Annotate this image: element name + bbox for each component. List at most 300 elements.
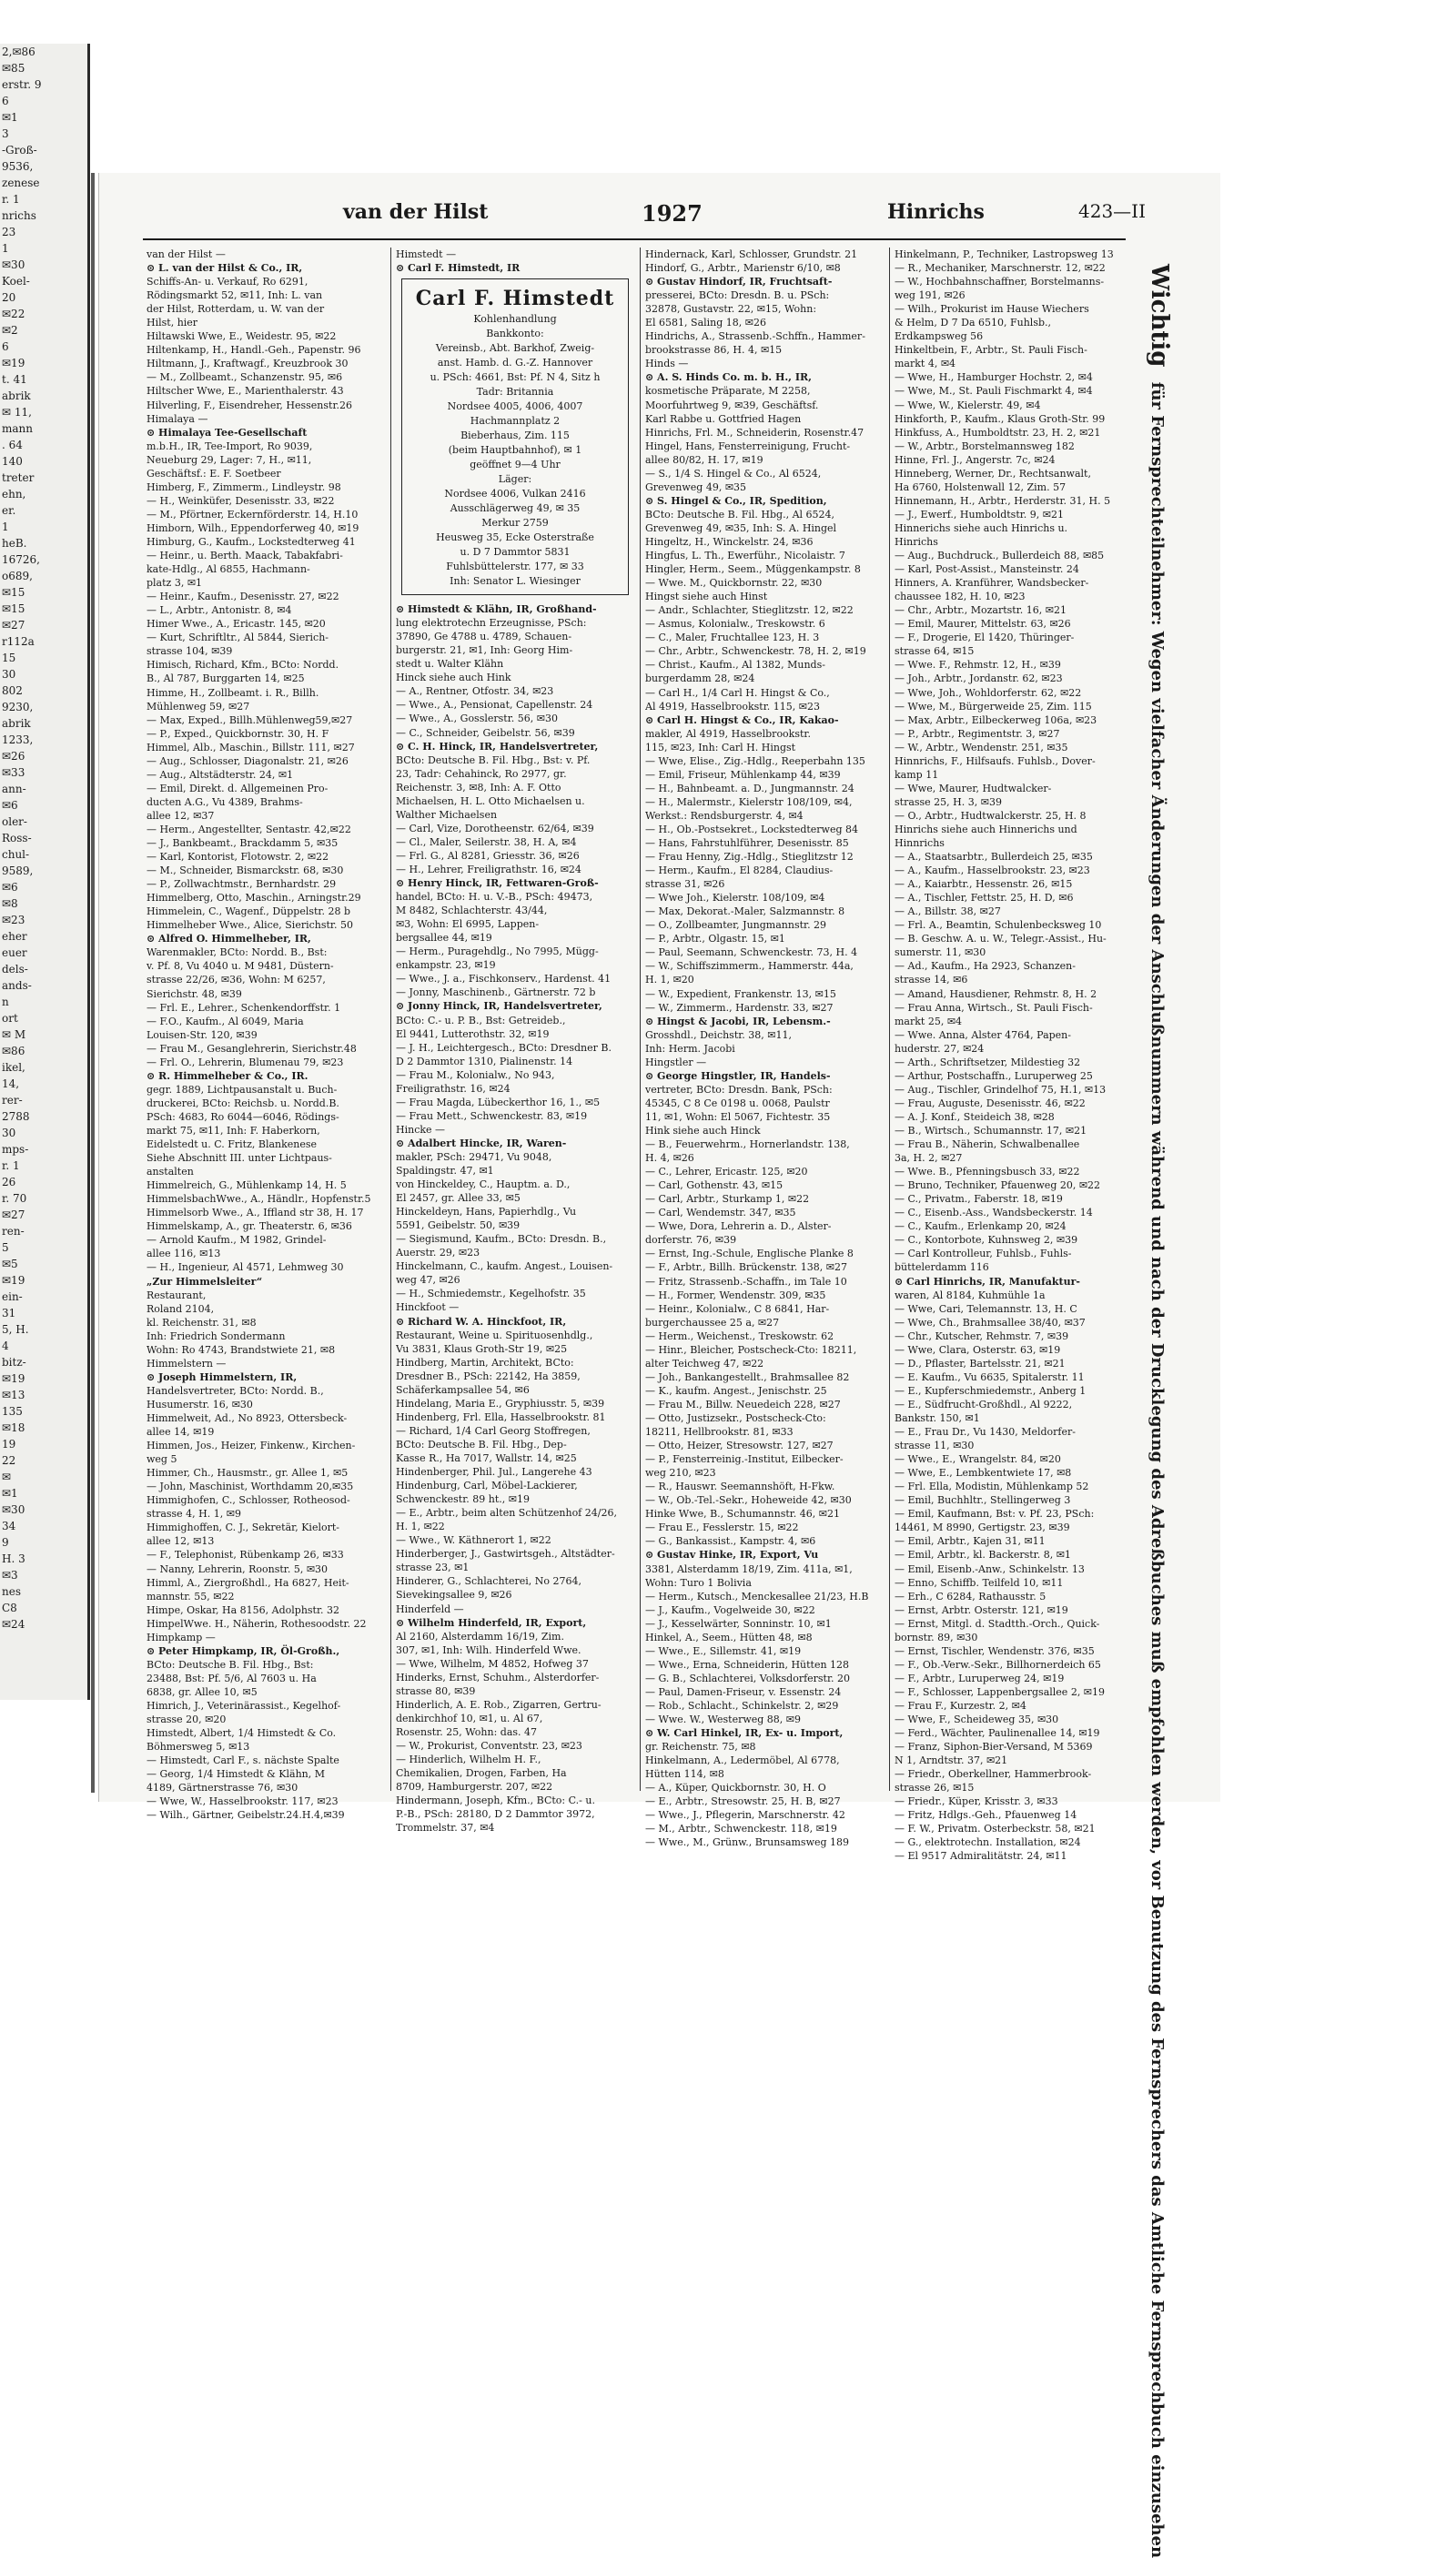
directory-entry-line: Vu 3831, Klaus Groth-Str 19, ✉25 [396,1342,568,1355]
previous-page-strip [0,44,90,1700]
directory-entry-line: — Wwe, E., Lembkentwiete 17, ✉8 [895,1467,1072,1480]
directory-entry-line: mannstr. 55, ✉22 [147,1590,235,1603]
column-divider [390,248,391,1791]
directory-entry-line: — Emil, Arbtr., Kajen 31, ✉11 [895,1535,1046,1548]
directory-entry-line: — Frl. Ella, Modistin, Mühlenkamp 52 [895,1481,1089,1493]
prev-page-fragment: abrik [2,389,31,402]
directory-entry-line: 115, ✉23, Inh: Carl H. Hingst [645,741,796,753]
directory-entry-line: — Wwe, Wilhelm, M 4852, Hofweg 37 [396,1657,589,1670]
prev-page-fragment: ✉33 [2,766,25,779]
directory-entry-line: Geschäftsf.: E. F. Soetbeer [147,467,281,480]
prev-page-fragment: ✉1 [2,1487,18,1500]
directory-entry-line: Hindberg, Martin, Architekt, BCto: [396,1356,574,1369]
directory-entry-line: — Wwe. B., Pfenningsbusch 33, ✉22 [895,1166,1080,1178]
prev-page-fragment: 4 [2,1340,9,1352]
directory-entry-line: Hingel, Hans, Fensterreinigung, Frucht- [645,440,851,452]
directory-entry-line: platz 3, ✉1 [147,577,203,590]
prev-page-fragment: nes [2,1585,21,1598]
directory-entry-line: — Ernst, Tischler, Wendenstr. 376, ✉35 [895,1644,1095,1657]
directory-entry-line: kl. Reichenstr. 31, ✉8 [147,1316,257,1329]
directory-entry-line: — E., Arbtr., beim alten Schützenhof 24/26, [396,1507,617,1520]
directory-entry-line: — G., Bankassist., Kampstr. 4, ✉6 [645,1535,816,1548]
directory-entry-line: El 9441, Lutterothstr. 32, ✉19 [396,1027,550,1040]
directory-entry-line: — H., Ob.-Postsekret., Lockstedterweg 84 [645,823,859,835]
directory-entry-line: — Frl. A., Beamtin, Schulenbecksweg 10 [895,919,1102,932]
directory-entry-line: — Chr., Kutscher, Rehmstr. 7, ✉39 [895,1330,1069,1342]
directory-entry-line: — Emil, Buchhltr., Stellingerweg 3 [895,1494,1071,1507]
directory-entry-line: Schiffs-An- u. Verkauf, Ro 6291, [147,276,308,288]
directory-entry-line: strasse 26, ✉15 [895,1782,975,1795]
prev-page-fragment: Ross- [2,832,32,844]
directory-entry-line: Hinderks, Ernst, Schuhm., Alsterdorfer- [396,1671,600,1683]
prev-page-fragment: treter [2,471,35,484]
directory-entry-line: — E. Kaufm., Vu 6635, Spitalerstr. 11 [895,1370,1085,1383]
advertisement-line: Bieberhaus, Zim. 115 [460,430,570,442]
directory-entry-line: Böhmersweg 5, ✉13 [147,1741,250,1754]
directory-entry-line: M 8482, Schlachterstr. 43/44, [396,905,548,917]
prev-page-fragment: ✉15 [2,586,25,599]
directory-entry-line: — Friedr., Oberkellner, Hammerbrook- [895,1768,1092,1781]
directory-entry-line: Himpe, Oskar, Ha 8156, Adolphstr. 32 [147,1603,340,1616]
prev-page-fragment: ✉86 [2,1045,25,1057]
directory-entry-line: — Frau F., Kurzestr. 2, ✉4 [895,1699,1026,1712]
directory-entry-line: Himmelreich, G., Mühlenkamp 14, H. 5 [147,1179,347,1192]
directory-entry-line: Neueburg 29, Lager: 7, H., ✉11, [147,453,312,466]
directory-entry-line: Hinkelmann, A., Ledermöbel, Al 6778, [645,1754,840,1767]
advertisement-line: Ausschlägerweg 49, ✉ 35 [450,502,581,515]
directory-entry-line: 5591, Geibelstr. 50, ✉39 [396,1219,521,1232]
directory-entry-line: H. 1, ✉20 [645,974,694,986]
prev-page-fragment: ✉19 [2,1274,25,1287]
directory-entry-line: weg 191, ✉26 [895,289,966,302]
directory-entry-line: — Andr., Schlachter, Stieglitzstr. 12, ✉22 [645,604,854,617]
directory-entry-line: H. 1, ✉22 [396,1521,445,1533]
directory-entry-line: — Joh., Arbtr., Jordanstr. 62, ✉23 [895,672,1063,685]
directory-entry-line: — Herm., Angestellter, Sentastr. 42,✉22 [147,823,351,835]
directory-entry-line: Grevenweg 49, ✉35 [645,480,747,493]
directory-entry-line: ✉3, Wohn: El 6995, Lappen- [396,918,540,931]
prev-page-fragment: 9 [2,1536,9,1549]
directory-entry-line: Inh: Friedrich Sondermann [147,1330,286,1342]
directory-entry-line: ⊙ Gustav Hindorf, IR, Fruchtsaft- [645,276,833,288]
directory-entry-line: — H., Malermstr., Kielerstr 108/109, ✉4, [645,795,853,808]
directory-entry-line: — Wwe, Maurer, Hudtwalcker- [895,782,1052,794]
prev-page-fragment: 20 [2,291,16,304]
directory-entry-line: Himmer, Ch., Hausmstr., gr. Allee 1, ✉5 [147,1467,349,1480]
directory-entry-line: — H., Schmiedemstr., Kegelhofstr. 35 [396,1288,586,1300]
directory-entry-line: Himer Wwe., A., Ericastr. 145, ✉20 [147,618,326,631]
prev-page-fragment: mps- [2,1143,29,1156]
directory-entry-line: Hinds — [645,358,689,370]
directory-entry-line: — Frau, Auguste, Desenisstr. 46, ✉22 [895,1097,1086,1109]
directory-entry-line: El 6581, Saling 18, ✉26 [645,317,766,329]
directory-entry-line: — A., Kaufm., Hasselbrookstr. 23, ✉23 [895,864,1090,877]
directory-entry-line: — Frau M., Kolonialw., No 943, [396,1068,555,1081]
directory-entry-line: — Emil, Arbtr., kl. Backerstr. 8, ✉1 [895,1549,1071,1562]
directory-entry-line: — Wwe, Dora, Lehrerin a. D., Alster- [645,1220,832,1233]
directory-entry-line: Hinderfeld — [396,1603,464,1615]
directory-entry-line: — Heinr., u. Berth. Maack, Tabakfabri- [147,550,343,562]
directory-entry-line: — G., elektrotechn. Installation, ✉24 [895,1836,1081,1849]
directory-entry-line: Michaelsen, H. L. Otto Michaelsen u. [396,794,585,807]
directory-entry-line: Freiligrathstr. 16, ✉24 [396,1082,511,1095]
directory-entry-line: Himmelweit, Ad., No 8923, Ottersbeck- [147,1411,348,1424]
directory-entry-line: — Carl, Gothenstr. 43, ✉15 [645,1179,784,1192]
directory-entry-line: — J., Ewerf., Humboldtstr. 9, ✉21 [895,508,1064,521]
directory-entry-line: — F., Arbtr., Luruperweg 24, ✉19 [895,1672,1065,1684]
directory-entry-line: — Frau M., Gesanglehrerin, Sierichstr.48 [147,1042,357,1055]
prev-page-fragment: 1 [2,521,9,533]
prev-page-fragment: 30 [2,668,16,681]
prev-page-fragment: ✉30 [2,1503,25,1516]
directory-entry-line: Kasse R., Ha 7017, Wallstr. 14, ✉25 [396,1452,577,1464]
directory-entry-line: Wohn: Ro 4743, Brandstwiete 21, ✉8 [147,1343,336,1356]
directory-entry-line: ⊙ C. H. Hinck, IR, Handelsvertreter, [396,740,599,753]
directory-entry-line: — O., Arbtr., Hudtwalckerstr. 25, H. 8 [895,809,1087,822]
header-year: 1927 [642,200,703,227]
directory-entry-line: — Amand, Hausdiener, Rehmstr. 8, H. 2 [895,987,1097,1000]
prev-page-fragment: 1233, [2,733,34,746]
directory-entry-line: Himburg, G., Kaufm., Lockstedterweg 41 [147,535,356,548]
directory-entry-line: enkampstr. 23, ✉19 [396,959,496,972]
directory-entry-line: — M., Schneider, Bismarckstr. 68, ✉30 [147,864,344,877]
prev-page-fragment: 6 [2,95,9,107]
directory-entry-line: — Hinderlich, Wilhelm H. F., [396,1754,541,1766]
directory-entry-line: — Frau Anna, Wirtsch., St. Pauli Fisch- [895,1001,1093,1014]
directory-entry-line: Hingfus, L. Th., Ewerführ., Nicolaistr. 7 [645,550,845,562]
directory-entry-line: — F., Arbtr., Billh. Brückenstr. 138, ✉27 [645,1261,847,1274]
directory-entry-line: BCto: Deutsche B. Fil. Hbg., Bst: v. Pf. [396,753,591,766]
prev-page-fragment: . 64 [2,439,23,451]
directory-entry-line: — W., Expedient, Frankenstr. 13, ✉15 [645,987,836,1000]
directory-entry-line: BCto: Deutsche B. Fil. Hbg., Al 6524, [645,508,835,521]
side-notice [1146,264,1173,2558]
directory-entry-line: 18211, Hellbrookstr. 81, ✉33 [645,1426,794,1439]
directory-entry-line: strasse 22/26, ✉36, Wohn: M 6257, [147,974,326,986]
directory-entry-line: Hindernack, Karl, Schlosser, Grundstr. 21 [645,248,858,260]
directory-entry-line: Hinkforth, P., Kaufm., Klaus Groth-Str. 99 [895,412,1106,425]
directory-entry-line: Hindermann, Joseph, Kfm., BCto: C.- u. [396,1795,595,1807]
directory-entry-line: Hinke Wwe, B., Schumannstr. 46, ✉21 [645,1508,841,1521]
directory-entry-line: — Karl, Kontorist, Flotowstr. 2, ✉22 [147,851,329,864]
prev-page-fragment: ✉22 [2,308,25,320]
prev-page-fragment: ✉19 [2,1372,25,1385]
directory-entry-line: burgerchaussee 25 a, ✉27 [645,1316,780,1329]
prev-page-fragment: r. 70 [2,1192,27,1205]
directory-entry-line: Hink siehe auch Hinck [645,1125,761,1137]
directory-entry-line: Himmelein, C., Wagenf., Düppelstr. 28 b [147,905,350,918]
directory-entry-line: Hindenberger, Phil. Jul., Langerehe 43 [396,1466,592,1479]
directory-entry-line: Himstedt — [396,248,457,260]
advertisement-line: Tadr: Britannia [476,386,554,399]
advertisement-line: Vereinsb., Abt. Barkhof, Zweig- [435,342,595,355]
directory-entry-line: kate-Hdlg., Al 6855, Hachmann- [147,563,310,576]
directory-entry-line: Hinkel, A., Seem., Hütten 48, ✉8 [645,1631,813,1643]
prev-page-fragment: ✉8 [2,897,18,910]
directory-entry-line: der Hilst, Rotterdam, u. W. van der [147,303,325,316]
directory-entry-line: — H., Weinküfer, Desenisstr. 33, ✉22 [147,494,335,507]
directory-entry-line: — C., Lehrer, Ericastr. 125, ✉20 [645,1166,808,1178]
directory-entry-line: ⊙ R. Himmelheber & Co., IR. [147,1069,308,1082]
directory-entry-line: Hinrichs, Frl. M., Schneiderin, Rosenstr.47 [645,426,864,439]
directory-entry-line: Hindenberg, Frl. Ella, Hasselbrookstr. 81 [396,1410,606,1423]
directory-entry-line: huderstr. 27, ✉24 [895,1042,985,1055]
directory-entry-line: Grevenweg 49, ✉35, Inh: S. A. Hingel [645,521,837,534]
directory-entry-line: — Hans, Fahrstuhlführer, Desenisstr. 85 [645,837,849,850]
directory-entry-line: Reichenstr. 3, ✉8, Inh: A. F. Otto [396,781,561,794]
directory-entry-line: — Franz, Siphon-Bier-Versand, M 5369 [895,1741,1093,1754]
directory-entry-line: D 2 Dammtor 1310, Pialinenstr. 14 [396,1055,573,1067]
page-number: 423—II [1078,200,1146,222]
prev-page-fragment: ✉13 [2,1389,25,1401]
directory-entry-line: — Nanny, Lehrerin, Roonstr. 5, ✉30 [147,1562,329,1575]
directory-entry-line: 45345, C 8 Ce 0198 u. 0068, Paulstr [645,1097,830,1109]
prev-page-fragment: 135 [2,1405,23,1418]
directory-entry-line: chaussee 182, H. 10, ✉23 [895,591,1026,603]
directory-entry-line: — M., Pförtner, Eckernförderstr. 14, H.10 [147,508,359,521]
directory-entry-line: Himmel, Alb., Maschin., Billstr. 111, ✉27 [147,741,355,753]
directory-entry-line: presserei, BCto: Dresdn. B. u. PSch: [645,289,830,302]
directory-entry-line: — Heinr., Kaufm., Desenisstr. 27, ✉22 [147,591,339,603]
header-rule [143,238,1126,240]
advertisement-line: Heusweg 35, Ecke Osterstraße [436,531,594,544]
directory-entry-line: — R., Hauswr. Seemannshöft, H-Fkw. [645,1481,835,1493]
directory-entry-line: — F.O., Kaufm., Al 6049, Maria [147,1015,304,1027]
prev-page-fragment: ✉2 [2,324,18,337]
directory-entry-line: ⊙ Joseph Himmelstern, IR, [147,1370,298,1383]
prev-page-fragment: 9230, [2,701,34,713]
side-notice-text: für Fernsprechteilnehmer: Wegen vielfacher Änderungen der Anschlußnummern während und nach der Drucklegung des Adreßbuches muß empfohlen werden, vor Benutzung des Fernsprechers das Amtliche Fernsprechbuch einzusehen [1148,381,1167,2558]
prev-page-fragment: 14, [2,1077,20,1090]
prev-page-fragment: 802 [2,684,23,697]
directory-entry-line: — P., Fensterreinig.-Institut, Eilbecker- [645,1453,844,1466]
directory-entry-line: — Carl Kontrolleur, Fuhlsb., Fuhls- [895,1248,1072,1260]
directory-entry-line: Himalaya — [147,412,208,425]
directory-entry-line: Hinne, Frl. J., Angerstr. 7c, ✉24 [895,453,1056,466]
directory-entry-line: Restaurant, Weine u. Spirituosenhdlg., [396,1329,593,1341]
directory-entry-line: Hindenburg, Carl, Möbel-Lackierer, [396,1480,578,1492]
directory-entry-line: makler, Al 4919, Hasselbrookstr. [645,727,811,740]
directory-entry-line: Sievekingsallee 9, ✉26 [396,1589,512,1602]
directory-entry-line: strasse 64, ✉15 [895,645,975,658]
directory-entry-line: weg 47, ✉26 [396,1274,460,1287]
directory-entry-line: ⊙ Jonny Hinck, IR, Handelsvertreter, [396,1000,602,1013]
directory-entry-line: ⊙ Carl F. Himstedt, IR [396,262,521,275]
directory-entry-line: — Paul, Seemann, Schwenckestr. 73, H. 4 [645,946,858,959]
directory-entry-line: — Hinr., Bleicher, Postscheck-Cto: 18211, [645,1343,857,1356]
directory-entry-line: Eidelstedt u. C. Fritz, Blankenese [147,1138,318,1151]
directory-entry-line: — Joh., Bankangestellt., Brahmsallee 82 [645,1370,850,1383]
directory-entry-line: — Wwe., M., Grünw., Brunsamsweg 189 [645,1836,850,1849]
directory-entry-line: — Herm., Weichenst., Treskowstr. 62 [645,1330,834,1342]
prev-page-fragment: ✉3 [2,1569,18,1582]
prev-page-fragment: 31 [2,1307,16,1319]
directory-entry-line: Trommelstr. 37, ✉4 [396,1822,495,1835]
prev-page-fragment: 26 [2,1176,16,1188]
directory-entry-line: — J., Kaufm., Vogelweide 30, ✉22 [645,1603,815,1616]
column-divider [889,248,890,1791]
directory-entry-line: Karl Rabbe u. Gottfried Hagen [645,412,802,425]
prev-page-fragment: ✉27 [2,619,25,632]
directory-entry-line: handel, BCto: H. u. V.-B., PSch: 49473, [396,891,593,904]
directory-entry-line: Hinnrichs, F., Hilfsaufs. Fuhlsb., Dover- [895,754,1096,767]
directory-entry-line: — W., Zimmerm., Hardenstr. 33, ✉27 [645,1001,834,1014]
directory-entry-line: Mühlenweg 59, ✉27 [147,700,250,713]
directory-entry-line: kosmetische Präparate, M 2258, [645,385,811,398]
directory-entry-line: Bankstr. 150, ✉1 [895,1411,980,1424]
header-right-keyword: Hinrichs [887,200,985,224]
directory-entry-line: — W., Ob.-Tel.-Sekr., Hoheweide 42, ✉30 [645,1494,852,1507]
directory-column-4 [895,248,1133,1864]
advertisement-line: (beim Hauptbahnhof), ✉ 1 [448,444,582,457]
directory-entry-line: Grosshdl., Deichstr. 38, ✉11, [645,1028,792,1041]
directory-entry-line: Hinderer, G., Schlachterei, No 2764, [396,1575,581,1588]
directory-entry-line: BCto: Deutsche B. Fil. Hbg., Bst: [147,1658,314,1671]
directory-entry-line: ⊙ Hingst & Jacobi, IR, Lebensm.- [645,1015,831,1027]
directory-entry-line: BCto: Deutsche B. Fil. Hbg., Dep- [396,1438,567,1451]
directory-entry-line: Hinckelmann, C., kaufm. Angest., Louisen- [396,1260,613,1273]
directory-column-2 [396,248,634,1835]
directory-entry-line: Hinrichs [895,535,938,548]
prev-page-fragment: mann [2,422,33,435]
directory-entry-line: anstalten [147,1166,194,1178]
directory-entry-line: — L., Arbtr., Antonistr. 8, ✉4 [147,604,292,617]
directory-entry-line: — Carl H., 1/4 Carl H. Hingst & Co., [645,686,830,699]
directory-entry-line: Hinners, A. Kranführer, Wandsbecker- [895,577,1089,590]
advertisement-line: Inh: Senator L. Wiesinger [450,575,581,588]
prev-page-fragment: ✉6 [2,799,18,812]
directory-entry-line: Hinnemann, H., Arbtr., Herderstr. 31, H. 5 [895,494,1111,507]
directory-column-1 [147,248,385,1822]
prev-page-fragment: 2,✉86 [2,45,35,58]
directory-entry-line: allee 116, ✉13 [147,1248,221,1260]
directory-entry-line: — F. W., Privatm. Osterbeckstr. 58, ✉21 [895,1823,1096,1835]
directory-entry-line: N 1, Arndtstr. 37, ✉21 [895,1754,1008,1767]
prev-page-fragment: 22 [2,1454,16,1467]
directory-entry-line: — F., Ob.-Verw.-Sekr., Billhornerdeich 65 [895,1658,1101,1671]
column-divider [640,248,641,1791]
directory-entry-line: — Heinr., Kolonialw., C 8 6841, Har- [645,1302,830,1315]
directory-entry-line: ⊙ Adalbert Hincke, IR, Waren- [396,1137,567,1149]
directory-entry-line: Walther Michaelsen [396,808,498,821]
directory-entry-line: HimpelWwe. H., Näherin, Rothesoodstr. 22 [147,1617,367,1630]
directory-entry-line: ⊙ Wilhelm Hinderfeld, IR, Export, [396,1616,587,1629]
directory-entry-line: Warenmakler, BCto: Nordd. B., Bst: [147,946,328,959]
directory-entry-line: — Cl., Maler, Seilerstr. 38, H. A, ✉4 [396,835,577,848]
directory-entry-line: — H., Lehrer, Freiligrathstr. 16, ✉24 [396,863,581,875]
prev-page-fragment: ✉ M [2,1028,26,1041]
directory-entry-line: — F., Telephonist, Rübenkamp 26, ✉33 [147,1549,344,1562]
directory-entry-line: Schäferkampsallee 54, ✉6 [396,1383,530,1396]
directory-entry-line: strasse 20, ✉20 [147,1714,227,1726]
advertisement-line: u. PSch: 4661, Bst: Pf. N 4, Sitz h [430,371,601,384]
directory-entry-line: — Frau E., Fesslerstr. 15, ✉22 [645,1522,799,1534]
directory-entry-line: 4189, Gärtnerstrasse 76, ✉30 [147,1782,298,1795]
directory-entry-line: strasse 4, H. 1, ✉9 [147,1508,241,1521]
directory-entry-line: Hinderlich, A. E. Rob., Zigarren, Gertru- [396,1698,602,1711]
directory-entry-line: Schwenckestr. 89 ht., ✉19 [396,1493,530,1506]
directory-entry-line: Hiltscher Wwe, E., Marienthalerstr. 43 [147,385,344,398]
prev-page-fragment: ✉26 [2,750,25,763]
directory-entry-line: m.b.H., IR, Tee-Import, Ro 9039, [147,440,313,452]
directory-entry-line: — W., Arbtr., Wendenstr. 251, ✉35 [895,741,1068,753]
directory-entry-line: — Wwe., W. Käthnerort 1, ✉22 [396,1534,551,1547]
directory-entry-line: — Herm., Kaufm., El 8284, Claudius- [645,864,834,877]
directory-entry-line: — Wilh., Gärtner, Geibelstr.24.H.4,✉39 [147,1809,345,1822]
directory-entry-line: — E., Südfrucht-Großhdl., Al 9222, [895,1398,1073,1410]
directory-entry-line: Hütten 114, ✉8 [645,1768,724,1781]
prev-page-fragment: heB. [2,537,27,550]
directory-entry-line: druckerei, BCto: Reichsb. u. Nordd.B. [147,1097,339,1109]
prev-page-fragment: 15 [2,652,16,664]
directory-entry-line: burgerstr. 21, ✉1, Inh: Georg Him- [396,644,573,657]
directory-entry-line: 23488, Bst: Pf. 5/6, Al 7603 u. Ha [147,1672,317,1684]
directory-entry-line: 23, Tadr: Cehahinck, Ro 2977, gr. [396,767,567,780]
directory-entry-line: Hinneberg, Werner, Dr., Rechtsanwalt, [895,467,1091,480]
prev-page-fragment: eher [2,930,27,943]
directory-entry-line: Hindrichs, A., Strassenb.-Schffn., Hammer- [645,330,865,343]
directory-entry-line: gegr. 1889, Lichtpausanstalt u. Buch- [147,1083,338,1096]
directory-entry-line: — Chr., Arbtr., Mozartstr. 16, ✉21 [895,604,1067,617]
prev-page-fragment: ✉18 [2,1421,25,1434]
directory-entry-line: — Carl, Arbtr., Sturkamp 1, ✉22 [645,1193,810,1206]
directory-entry-line: Hinkeltbein, F., Arbtr., St. Pauli Fisch- [895,344,1087,357]
directory-entry-line: — Rob., Schlacht., Schinkelstr. 2, ✉29 [645,1699,839,1712]
directory-entry-line: — Emil, Direkt. d. Allgemeinen Pro- [147,782,329,794]
directory-entry-line: — Wwe, H., Hamburger Hochstr. 2, ✉4 [895,371,1093,384]
prev-page-fragment: ehn, [2,488,26,500]
prev-page-fragment: abrik [2,717,31,730]
prev-page-fragment: 2788 [2,1110,30,1123]
directory-entry-line: — Wwe. M., Quickbornstr. 22, ✉30 [645,577,823,590]
directory-entry-line: strasse 14, ✉6 [895,974,968,986]
directory-column-3 [645,248,884,1849]
directory-entry-line: — H., Ingenieur, Al 4571, Lehmweg 30 [147,1261,344,1274]
prev-page-fragment: ✉ 11, [2,406,32,419]
directory-entry-line: — Wwe., E., Wrangelstr. 84, ✉20 [895,1453,1061,1466]
prev-page-fragment: ✉27 [2,1208,25,1221]
directory-entry-line: & Helm, D 7 Da 6510, Fuhlsb., [895,317,1052,329]
prev-page-fragment: ✉ [2,1471,12,1483]
directory-entry-line: — Wwe. F., Rehmstr. 12, H., ✉39 [895,659,1061,672]
prev-page-fragment: Koel- [2,275,30,288]
prev-page-fragment: oler- [2,815,27,828]
directory-entry-line: 11, ✉1, Wohn: El 5067, Fichtestr. 35 [645,1110,831,1123]
directory-entry-line: — Wwe, M., Bürgerweide 25, Zim. 115 [895,700,1092,713]
directory-entry-line: — Wwe., A., Pensionat, Capellenstr. 24 [396,699,593,712]
directory-entry-line: — W., Prokurist, Conventstr. 23, ✉23 [396,1739,582,1752]
directory-entry-line: Hinnrichs [895,837,945,850]
directory-entry-line: — Frl. E., Lehrer., Schenkendorffstr. 1 [147,1001,341,1014]
directory-entry-line: waren, Al 8184, Kuhmühle 1a [895,1289,1046,1301]
directory-entry-line: — Fritz, Hdlgs.-Geh., Pfauenweg 14 [895,1809,1077,1822]
prev-page-fragment: ✉6 [2,881,18,894]
directory-entry-line: — Ernst, Ing.-Schule, Englische Planke 8 [645,1248,854,1260]
directory-entry-line: 8709, Hamburgerstr. 207, ✉22 [396,1781,553,1794]
directory-entry-line: — Richard, 1/4 Carl Georg Stoffregen, [396,1424,591,1437]
directory-entry-line: Hinck siehe auch Hink [396,672,511,684]
directory-entry-line: von Hinckeldey, C., Hauptm. a. D., [396,1178,571,1191]
directory-entry-line: — Kurt, Schriftltr., Al 5844, Sierich- [147,632,329,644]
directory-entry-line: ⊙ Carl Hinrichs, IR, Manufaktur- [895,1275,1080,1288]
directory-entry-line: bornstr. 89, ✉30 [895,1631,978,1643]
directory-entry-line: — R., Mechaniker, Marschnerstr. 12, ✉22 [895,262,1106,275]
directory-entry-line: Himmen, Jos., Heizer, Finkenw., Kirchen- [147,1440,356,1452]
directory-entry-line: — Aug., Tischler, Grindelhof 75, H.1, ✉13 [895,1083,1107,1096]
directory-entry-line: — Wwe. W., Westerweg 88, ✉9 [645,1714,802,1726]
prev-page-fragment: 1 [2,242,9,255]
prev-page-fragment: 30 [2,1127,16,1139]
